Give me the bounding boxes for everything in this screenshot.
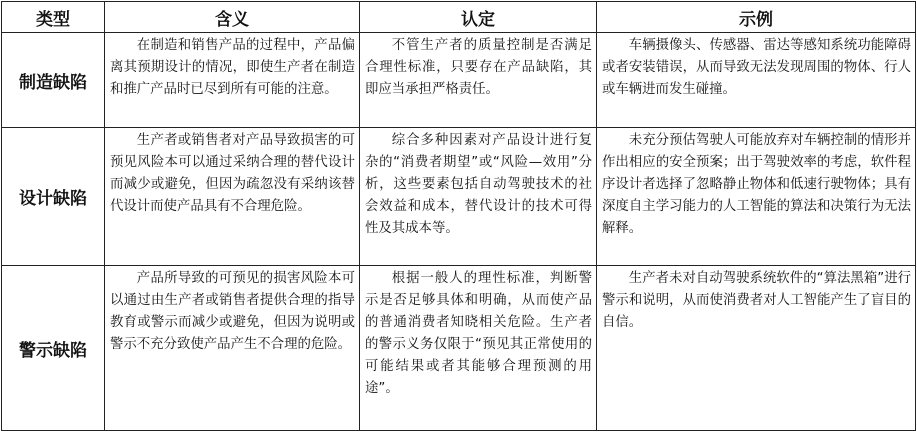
type-cell: 制造缺陷 [2, 33, 105, 128]
table-header-row [2, 2, 916, 33]
header-meaning: 含义 [105, 2, 360, 33]
table-row [2, 33, 916, 128]
determination-cell: 根据一般人的理性标准，判断警示是否足够具体和明确，从而使产品的普通消费者知晓相关危险。生产者的警示义务仅限于“预见其正常使用的可能结果或者其能够合理预测的用途”。 [360, 266, 597, 431]
meaning-cell: 在制造和销售产品的过程中，产品偏离其预期设计的情况，即使生产者在制造和推广产品时已尽到所有可能的注意。 [105, 33, 360, 128]
example-cell: 车辆摄像头、传感器、雷达等感知系统功能障碍或者安装错误，从而导致无法发现周围的物体、行人或车辆进而发生碰撞。 [597, 33, 916, 128]
type-cell: 设计缺陷 [2, 128, 105, 266]
meaning-cell: 生产者或销售者对产品导致损害的可预见风险本可以通过采纳合理的替代设计而减少或避免，但因为疏忽没有采纳该替代设计而使产品具有不合理危险。 [105, 128, 360, 266]
determination-cell: 不管生产者的质量控制是否满足合理性标准，只要存在产品缺陷，其即应当承担严格责任。 [360, 33, 597, 128]
defect-types-table [1, 1, 916, 431]
header-determination: 认定 [360, 2, 597, 33]
determination-cell: 综合多种因素对产品设计进行复杂的“消费者期望”或“风险—效用”分析，这些要素包括自动驾驶技术的社会效益和成本，替代设计的技术可得性及其成本等。 [360, 128, 597, 266]
table-row [2, 266, 916, 431]
header-example: 示例 [597, 2, 916, 33]
type-cell: 警示缺陷 [2, 266, 105, 431]
table-row [2, 128, 916, 266]
header-type: 类型 [2, 2, 105, 33]
example-cell: 未充分预估驾驶人可能放弃对车辆控制的情形并作出相应的安全预案；出于驾驶效率的考虑，软件程序设计者选择了忽略静止物体和低速行驶物体；具有深度自主学习能力的人工智能的算法和决策行为无法解释。 [597, 128, 916, 266]
meaning-cell: 产品所导致的可预见的损害风险本可以通过由生产者或销售者提供合理的指导教育或警示而减少或避免，但因为说明或警示不充分致使产品产生不合理的危险。 [105, 266, 360, 431]
example-cell: 生产者未对自动驾驶系统软件的“算法黑箱”进行警示和说明，从而使消费者对人工智能产生了盲目的自信。 [597, 266, 916, 431]
